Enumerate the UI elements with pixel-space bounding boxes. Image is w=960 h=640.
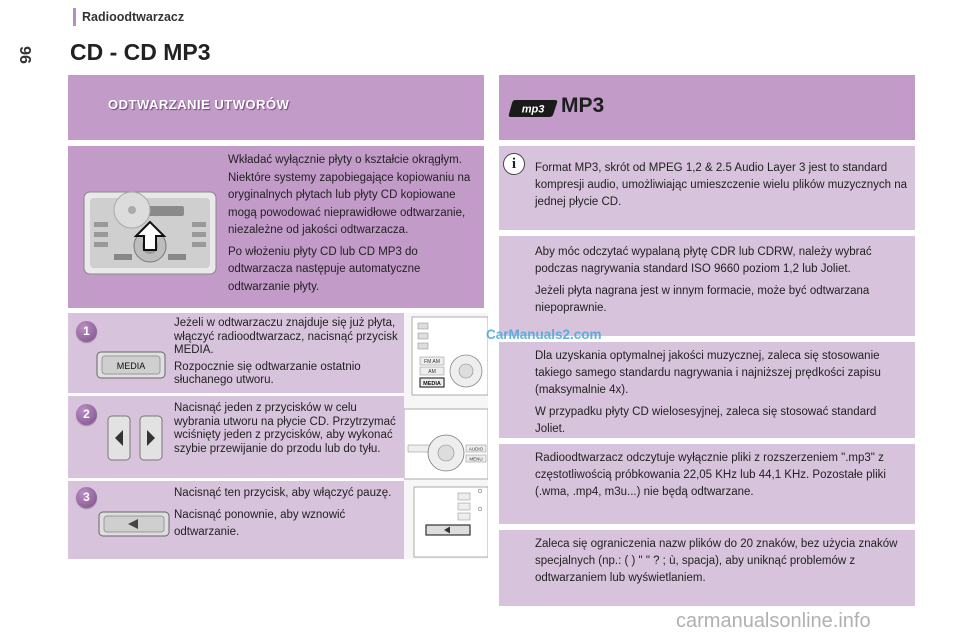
step-3-text xyxy=(174,485,398,541)
device-label-media: MEDIA xyxy=(423,381,441,387)
mp3-note-text xyxy=(535,536,907,587)
radio-cd-illustration xyxy=(80,172,220,292)
mp3-logo-text: mp3 xyxy=(521,103,545,116)
mp3-note-panel-3 xyxy=(499,444,915,524)
note-paragraph: Zaleca się ograniczenia nazw plików do 20 znaków, bez użycia znaków specjalnych (np.: ( ) " " ? ; ù, spacja), aby uniknąć problemów z odtwarzaniem lub wyświetlaniem. xyxy=(535,538,898,584)
device-label-audio: AUDIO xyxy=(468,446,484,452)
info-icon: i xyxy=(503,153,525,175)
mp3-title: MP3 xyxy=(561,94,605,117)
step-3-badge: 3 xyxy=(76,487,97,508)
step-paragraph: Nacisnąć ten przycisk, aby włączyć pauzę. xyxy=(174,487,392,499)
step-1-badge: 1 xyxy=(76,321,97,342)
note-paragraph: Jeżeli płyta nagrana jest w innym formacie, może być odtwarzana niepoprawnie. xyxy=(535,285,870,314)
track-arrow-buttons-illustration xyxy=(106,414,164,462)
device-label-menu: MENU xyxy=(469,456,483,462)
step-1-text xyxy=(174,317,398,388)
mp3-info-text: Format MP3, skrót od MPEG 1,2 & 2.5 Audio Layer 3 jest to standard kompresji audio, umożliwiając umieszczenie wielu plików muzycznych na jednej płycie CD. xyxy=(535,162,907,208)
insert-instructions xyxy=(228,152,474,296)
insert-paragraph: Wkładać wyłącznie płyty o kształcie okrągłym. Niektóre systemy zapobiegające kopiowaniu na oryginalnych płytach lub płyty CD kopiowane mogą powodować nieprawidłowe odtwarzanie, niezależne od jakości odtwarzacza. xyxy=(228,154,471,236)
mp3-section-header xyxy=(499,75,915,140)
step-3-panel xyxy=(68,481,404,559)
step-paragraph: Rozpocznie się odtwarzanie ostatnio słuchanego utworu. xyxy=(174,360,361,386)
watermark-carmanualsonline: carmanualsonline.info xyxy=(676,610,871,632)
playback-section-title: ODTWARZANIE UTWORÓW xyxy=(108,97,290,112)
media-button-label: MEDIA xyxy=(116,361,146,371)
pause-button-illustration xyxy=(98,511,170,537)
insert-paragraph: Po włożeniu płyty CD lub CD MP3 do odtwarzacza następuje automatyczne odtwarzanie płyty. xyxy=(228,245,421,293)
step-paragraph: Nacisnąć ponownie, aby wznowić odtwarzanie. xyxy=(174,509,346,538)
note-paragraph: Radioodtwarzacz odczytuje wyłącznie pliki z rozszerzeniem ".mp3" z częstotliwością próbkowania 22,05 KHz lub 44,1 KHz. Pozostałe pliki (.wma, .mp4, m3u...) nie będą odtwarzane. xyxy=(535,452,886,498)
media-button-illustration xyxy=(96,351,166,379)
mp3-note-panel-1 xyxy=(499,236,915,336)
step-2-badge: 2 xyxy=(76,404,97,425)
mp3-note-text xyxy=(535,348,907,438)
header-accent-bar xyxy=(73,8,76,26)
note-paragraph: Dla uzyskania optymalnej jakości muzycznej, zaleca się stosowanie takiego samego standardu nagrywania i najniższej prędkości zapisu (maksymalnie 4x). xyxy=(535,350,881,396)
note-paragraph: W przypadku płyty CD wielosesyjnej, zaleca się stosować standard Joliet. xyxy=(535,406,877,435)
device-label-fm-am: FM AM xyxy=(424,359,440,365)
page-number: 96 xyxy=(16,46,33,64)
page-title: CD - CD MP3 xyxy=(70,39,211,65)
step-2-text xyxy=(174,402,398,456)
disc-insert-panel xyxy=(68,146,484,308)
note-paragraph: Aby móc odczytać wypalaną płytę CDR lub CDRW, należy wybrać podczas nagrywania standard ISO 9660 poziom 1,2 lub Joliet. xyxy=(535,246,872,275)
mp3-note-text xyxy=(535,244,907,317)
mp3-logo-icon xyxy=(507,97,559,119)
step-1-panel xyxy=(68,313,404,393)
section-heading: Radioodtwarzacz xyxy=(82,10,185,24)
device-label-am: AM xyxy=(428,369,436,375)
mp3-note-panel-4 xyxy=(499,530,915,606)
watermark-carmanuals2: CarManuals2.com xyxy=(486,327,602,342)
mp3-note-panel-2 xyxy=(499,342,915,438)
playback-section-header xyxy=(68,75,484,140)
radio-side-illustrations xyxy=(404,313,488,559)
mp3-note-text xyxy=(535,450,907,501)
step-paragraph: Nacisnąć jeden z przycisków w celu wybrania utworu na płycie CD. Przytrzymać wciśnięty jeden z przycisków, aby wykonać szybie przewijanie do przodu lub do tyłu. xyxy=(174,402,396,455)
mp3-info-panel xyxy=(499,146,915,230)
step-paragraph: Jeżeli w odtwarzaczu znajduje się już płyta, włączyć radioodtwarzacz, nacisnąć przycisk MEDIA. xyxy=(174,317,398,356)
step-2-panel xyxy=(68,396,404,478)
